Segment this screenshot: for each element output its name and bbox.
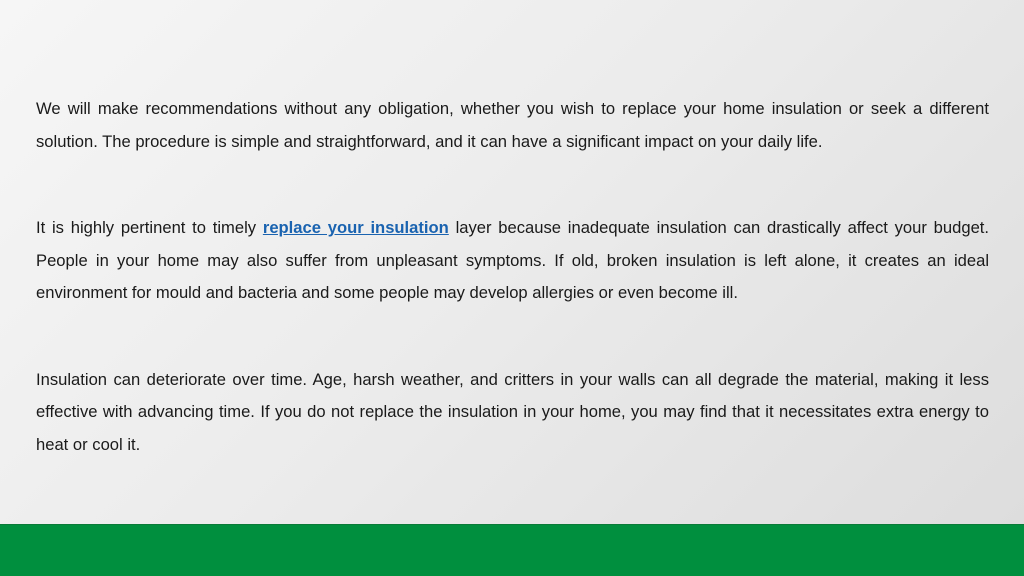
paragraph-2-intro: It is highly pertinent to timely (36, 218, 263, 237)
text-content (36, 93, 989, 461)
paragraph-3-text: Insulation can deteriorate over time. Age, harsh weather, and critters in your walls can all degrade the material, making it less effective with advancing time. If you do not replace the insulation in your home, you may find that it necessitates extra energy to heat or cool it. (36, 369, 989, 454)
paragraph-1 (36, 93, 989, 158)
paragraph-3 (36, 364, 989, 462)
paragraph-2 (36, 212, 989, 310)
replace-insulation-link[interactable]: replace your insulation (262, 218, 449, 237)
paragraph-2-rest: layer because inadequate insulation can drastically affect your budget. People in your home may also suffer from unpleasant symptoms. If old, broken insulation is left alone, it creates an ideal environment for mould and bacteria and some people may develop allergies or even become ill. (36, 218, 990, 302)
paragraph-1-text: We will make recommendations without any obligation, whether you wish to replace your home insulation or seek a different solution. The procedure is simple and straightforward, and it can have a significant impact on your daily life. (36, 99, 989, 151)
footer-green-bar (0, 524, 1024, 576)
